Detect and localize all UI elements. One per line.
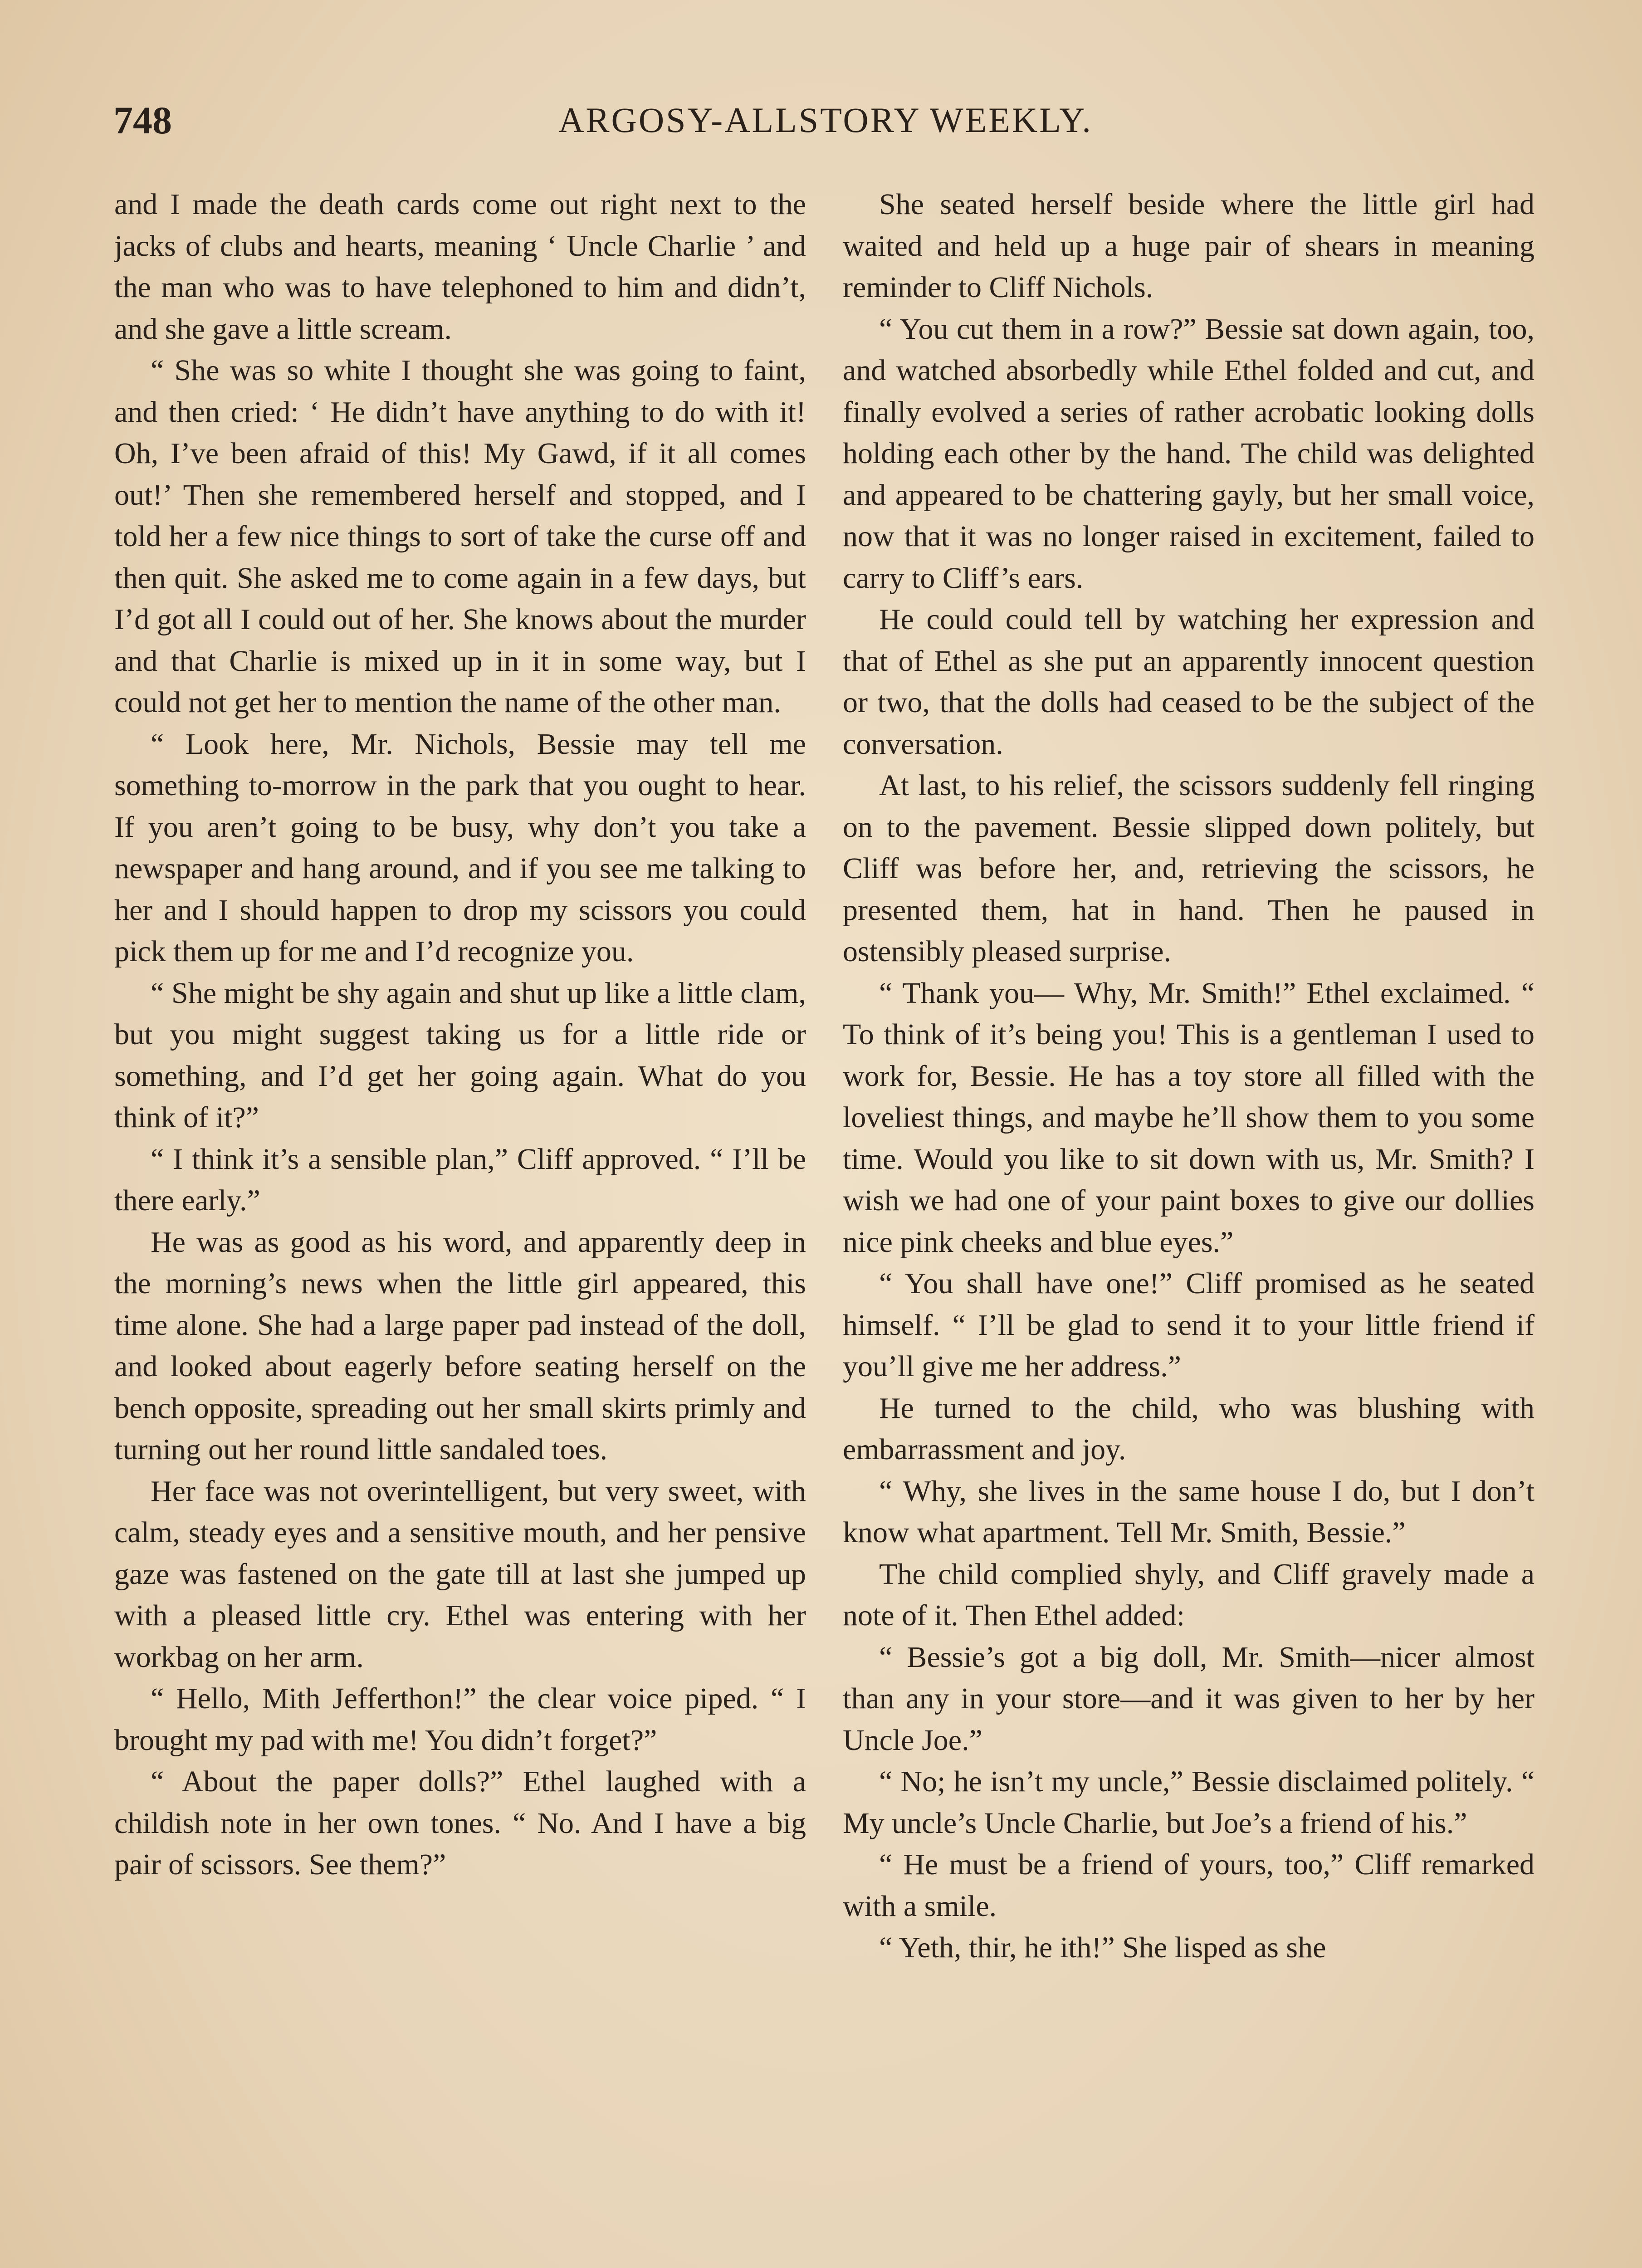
paragraph: “ Look here, Mr. Nichols, Bessie may tell me something to-morrow in the park that you ought to hear. If you aren’t going to be busy, why don’t you take a newspaper and hang around, and if you see me talking to her and I should happen to drop my scissors you could pick them up for me and I’d recognize you.	[114, 727, 806, 968]
paragraph: “ You cut them in a row?” Bessie sat down again, too, and watched absorbedly while Ethel folded and cut, and finally evolved a series of rather acrobatic looking dolls holding each other by the hand. The child was delighted and appeared to be chattering gayly, but her small voice, now that it was no longer raised in excitement, failed to carry to Cliff’s ears.	[843, 312, 1534, 595]
paragraph: He was as good as his word, and apparently deep in the morning’s news when the little girl appeared, this time alone. She had a large paper pad instead of the doll, and looked about eagerly before seating herself on the bench opposite, spreading out her small skirts primly and turning out her round little sandaled toes.	[114, 1225, 806, 1466]
right-column	[843, 184, 1534, 2268]
paragraph: “ He must be a friend of yours, too,” Cliff remarked with a smile.	[843, 1848, 1534, 1923]
page-header	[113, 95, 1538, 145]
paragraph: “ She might be shy again and shut up like a little clam, but you might suggest taking us for a little ride or something, and I’d get her going again. What do you think of it?”	[114, 976, 806, 1134]
paragraph: Her face was not overintelligent, but very sweet, with calm, steady eyes and a sensitive mouth, and her pensive gaze was fastened on the gate till at last she jumped up with a pleased little cry. Ethel was entering with her workbag on her arm.	[114, 1474, 806, 1674]
paragraph: “ Bessie’s got a big doll, Mr. Smith—nicer almost than any in your store—and it was given to her by her Uncle Joe.”	[843, 1640, 1534, 1757]
paragraph: He turned to the child, who was blushing with embarrassment and joy.	[843, 1391, 1534, 1466]
paragraph: and I made the death cards come out right next to the jacks of clubs and hearts, meaning ‘ Uncle Charlie ’ and the man who was to have telephoned to him and didn’t, and she gave a little scream.	[114, 188, 806, 346]
paragraph: “ I think it’s a sensible plan,” Cliff approved. “ I’ll be there early.”	[114, 1142, 806, 1217]
left-column	[114, 184, 806, 2268]
paragraph: He could could tell by watching her expression and that of Ethel as she put an apparently innocent question or two, that the dolls had ceased to be the subject of the conversation.	[843, 603, 1534, 761]
paragraph: She seated herself beside where the little girl had waited and held up a huge pair of shears in meaning reminder to Cliff Nichols.	[843, 188, 1534, 304]
paragraph: At last, to his relief, the scissors suddenly fell ringing on to the pavement. Bessie slipped down politely, but Cliff was before her, and, retrieving the scissors, he presented them, hat in hand. Then he paused in ostensibly pleased surprise.	[843, 769, 1534, 968]
paragraph: “ She was so white I thought she was going to faint, and then cried: ‘ He didn’t have anything to do with it! Oh, I’ve been afraid of this! My Gawd, if it all comes out!’ Then she remembered herself and stopped, and I told her a few nice things to sort of take the curse off and then quit. She asked me to come again in a few days, but I’d got all I could out of her. She knows about the murder and that Charlie is mixed up in it in some way, but I could not get her to mention the name of the other man.	[114, 354, 806, 719]
paragraph: “ Why, she lives in the same house I do, but I don’t know what apartment. Tell Mr. Smith, Bessie.”	[843, 1474, 1534, 1549]
paragraph: “ Thank you— Why, Mr. Smith!” Ethel exclaimed. “ To think of it’s being you! This is a gentleman I used to work for, Bessie. He has a toy store all filled with the loveliest things, and maybe he’ll show them to you some time. Would you like to sit down with us, Mr. Smith? I wish we had one of your paint boxes to give our dollies nice pink cheeks and blue eyes.”	[843, 976, 1534, 1259]
paragraph: “ Yeth, thir, he ith!” She lisped as she	[879, 1931, 1326, 1964]
running-title: ARGOSY-ALLSTORY WEEKLY.	[558, 100, 1093, 140]
paragraph: “ Hello, Mith Jefferthon!” the clear voice piped. “ I brought my pad with me! You didn’t forget?”	[114, 1682, 806, 1757]
paragraph: “ About the paper dolls?” Ethel laughed with a childish note in her own tones. “ No. And I have a big pair of scissors. See them?”	[114, 1765, 806, 1881]
paragraph: “ You shall have one!” Cliff promised as he seated himself. “ I’ll be glad to send it to your little friend if you’ll give me her address.”	[843, 1267, 1534, 1383]
page-number: 748	[113, 98, 172, 142]
paragraph: The child complied shyly, and Cliff gravely made a note of it. Then Ethel added:	[843, 1557, 1534, 1632]
paragraph: “ No; he isn’t my uncle,” Bessie disclaimed politely. “ My uncle’s Uncle Charlie, but Joe’s a friend of his.”	[843, 1765, 1534, 1840]
